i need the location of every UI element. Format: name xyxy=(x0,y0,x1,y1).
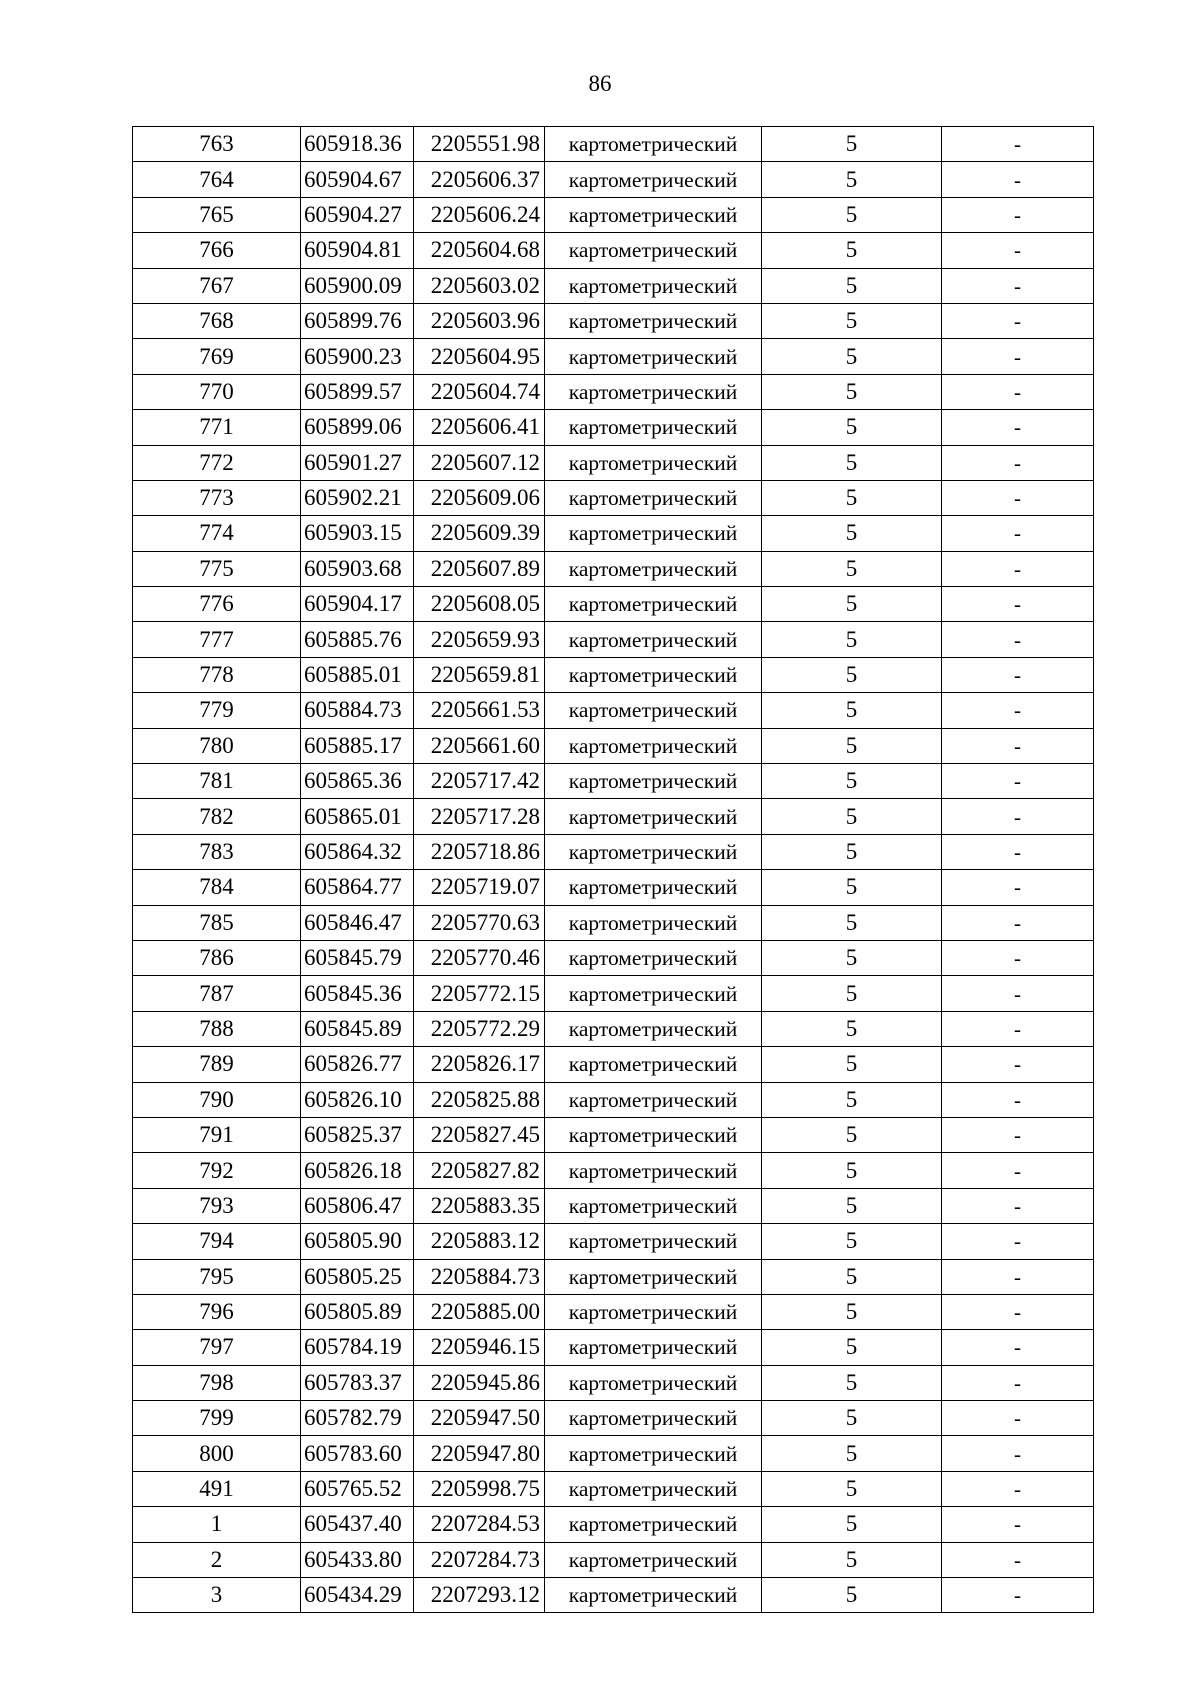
accuracy-cell: 5 xyxy=(762,480,942,515)
point-number-cell: 797 xyxy=(133,1330,301,1365)
y-coordinate-cell: 2205947.50 xyxy=(414,1401,545,1436)
accuracy-cell: 5 xyxy=(762,1011,942,1046)
point-number-cell: 769 xyxy=(133,339,301,374)
table-row xyxy=(133,1224,1094,1259)
accuracy-cell: 5 xyxy=(762,1082,942,1117)
point-number-cell: 793 xyxy=(133,1188,301,1223)
accuracy-cell: 5 xyxy=(762,1047,942,1082)
note-cell: - xyxy=(942,445,1094,480)
point-number-cell: 798 xyxy=(133,1365,301,1400)
table-row xyxy=(133,799,1094,834)
x-coordinate-cell: 605899.57 xyxy=(301,374,414,409)
table-row xyxy=(133,1259,1094,1294)
x-coordinate-cell: 605845.79 xyxy=(301,940,414,975)
method-cell: картометрический xyxy=(545,516,762,551)
note-cell: - xyxy=(942,1294,1094,1329)
y-coordinate-cell: 2205603.96 xyxy=(414,303,545,338)
note-cell: - xyxy=(942,1365,1094,1400)
accuracy-cell: 5 xyxy=(762,268,942,303)
x-coordinate-cell: 605902.21 xyxy=(301,480,414,515)
table-row xyxy=(133,233,1094,268)
method-cell: картометрический xyxy=(545,1578,762,1613)
table-row xyxy=(133,374,1094,409)
accuracy-cell: 5 xyxy=(762,303,942,338)
accuracy-cell: 5 xyxy=(762,233,942,268)
y-coordinate-cell: 2205604.68 xyxy=(414,233,545,268)
y-coordinate-cell: 2205659.93 xyxy=(414,622,545,657)
point-number-cell: 786 xyxy=(133,940,301,975)
accuracy-cell: 5 xyxy=(762,1471,942,1506)
accuracy-cell: 5 xyxy=(762,1153,942,1188)
point-number-cell: 491 xyxy=(133,1471,301,1506)
y-coordinate-cell: 2205719.07 xyxy=(414,870,545,905)
table-row xyxy=(133,728,1094,763)
point-number-cell: 767 xyxy=(133,268,301,303)
method-cell: картометрический xyxy=(545,1153,762,1188)
accuracy-cell: 5 xyxy=(762,410,942,445)
x-coordinate-cell: 605805.25 xyxy=(301,1259,414,1294)
accuracy-cell: 5 xyxy=(762,799,942,834)
note-cell: - xyxy=(942,1401,1094,1436)
method-cell: картометрический xyxy=(545,162,762,197)
table-row xyxy=(133,870,1094,905)
accuracy-cell: 5 xyxy=(762,374,942,409)
x-coordinate-cell: 605826.10 xyxy=(301,1082,414,1117)
y-coordinate-cell: 2205717.42 xyxy=(414,764,545,799)
x-coordinate-cell: 605901.27 xyxy=(301,445,414,480)
table-row xyxy=(133,162,1094,197)
y-coordinate-cell: 2205827.45 xyxy=(414,1117,545,1152)
x-coordinate-cell: 605864.77 xyxy=(301,870,414,905)
y-coordinate-cell: 2205661.53 xyxy=(414,693,545,728)
point-number-cell: 772 xyxy=(133,445,301,480)
note-cell: - xyxy=(942,657,1094,692)
x-coordinate-cell: 605903.68 xyxy=(301,551,414,586)
table-row xyxy=(133,1542,1094,1577)
x-coordinate-cell: 605885.01 xyxy=(301,657,414,692)
y-coordinate-cell: 2205946.15 xyxy=(414,1330,545,1365)
point-number-cell: 799 xyxy=(133,1401,301,1436)
point-number-cell: 788 xyxy=(133,1011,301,1046)
x-coordinate-cell: 605433.80 xyxy=(301,1542,414,1577)
y-coordinate-cell: 2205772.15 xyxy=(414,976,545,1011)
method-cell: картометрический xyxy=(545,127,762,162)
table-row xyxy=(133,1047,1094,1082)
method-cell: картометрический xyxy=(545,445,762,480)
accuracy-cell: 5 xyxy=(762,1259,942,1294)
point-number-cell: 776 xyxy=(133,587,301,622)
y-coordinate-cell: 2205770.63 xyxy=(414,905,545,940)
table-row xyxy=(133,1365,1094,1400)
point-number-cell: 794 xyxy=(133,1224,301,1259)
accuracy-cell: 5 xyxy=(762,1401,942,1436)
table-row xyxy=(133,1082,1094,1117)
table-row xyxy=(133,834,1094,869)
point-number-cell: 789 xyxy=(133,1047,301,1082)
table-row xyxy=(133,303,1094,338)
point-number-cell: 773 xyxy=(133,480,301,515)
method-cell: картометрический xyxy=(545,1507,762,1542)
y-coordinate-cell: 2205606.24 xyxy=(414,197,545,232)
accuracy-cell: 5 xyxy=(762,516,942,551)
table-row xyxy=(133,587,1094,622)
accuracy-cell: 5 xyxy=(762,940,942,975)
note-cell: - xyxy=(942,693,1094,728)
point-number-cell: 780 xyxy=(133,728,301,763)
method-cell: картометрический xyxy=(545,268,762,303)
y-coordinate-cell: 2205661.60 xyxy=(414,728,545,763)
note-cell: - xyxy=(942,728,1094,763)
x-coordinate-cell: 605845.89 xyxy=(301,1011,414,1046)
point-number-cell: 768 xyxy=(133,303,301,338)
note-cell: - xyxy=(942,940,1094,975)
y-coordinate-cell: 2205659.81 xyxy=(414,657,545,692)
x-coordinate-cell: 605826.18 xyxy=(301,1153,414,1188)
y-coordinate-cell: 2205609.06 xyxy=(414,480,545,515)
method-cell: картометрический xyxy=(545,303,762,338)
table-row xyxy=(133,127,1094,162)
point-number-cell: 770 xyxy=(133,374,301,409)
table-row xyxy=(133,1507,1094,1542)
x-coordinate-cell: 605434.29 xyxy=(301,1578,414,1613)
y-coordinate-cell: 2205604.74 xyxy=(414,374,545,409)
y-coordinate-cell: 2205770.46 xyxy=(414,940,545,975)
y-coordinate-cell: 2205718.86 xyxy=(414,834,545,869)
method-cell: картометрический xyxy=(545,693,762,728)
x-coordinate-cell: 605826.77 xyxy=(301,1047,414,1082)
accuracy-cell: 5 xyxy=(762,587,942,622)
table-row xyxy=(133,940,1094,975)
table-row xyxy=(133,445,1094,480)
x-coordinate-cell: 605783.37 xyxy=(301,1365,414,1400)
method-cell: картометрический xyxy=(545,940,762,975)
note-cell: - xyxy=(942,303,1094,338)
accuracy-cell: 5 xyxy=(762,339,942,374)
x-coordinate-cell: 605783.60 xyxy=(301,1436,414,1471)
method-cell: картометрический xyxy=(545,374,762,409)
note-cell: - xyxy=(942,1542,1094,1577)
note-cell: - xyxy=(942,551,1094,586)
accuracy-cell: 5 xyxy=(762,1330,942,1365)
accuracy-cell: 5 xyxy=(762,445,942,480)
table-row xyxy=(133,1401,1094,1436)
method-cell: картометрический xyxy=(545,1011,762,1046)
point-number-cell: 787 xyxy=(133,976,301,1011)
table-row xyxy=(133,1330,1094,1365)
point-number-cell: 785 xyxy=(133,905,301,940)
table-row xyxy=(133,657,1094,692)
note-cell: - xyxy=(942,1188,1094,1223)
x-coordinate-cell: 605825.37 xyxy=(301,1117,414,1152)
method-cell: картометрический xyxy=(545,976,762,1011)
note-cell: - xyxy=(942,1047,1094,1082)
table-row xyxy=(133,622,1094,657)
method-cell: картометрический xyxy=(545,551,762,586)
table-row xyxy=(133,516,1094,551)
note-cell: - xyxy=(942,1259,1094,1294)
x-coordinate-cell: 605899.76 xyxy=(301,303,414,338)
note-cell: - xyxy=(942,162,1094,197)
point-number-cell: 771 xyxy=(133,410,301,445)
method-cell: картометрический xyxy=(545,834,762,869)
y-coordinate-cell: 2205772.29 xyxy=(414,1011,545,1046)
y-coordinate-cell: 2205883.35 xyxy=(414,1188,545,1223)
note-cell: - xyxy=(942,622,1094,657)
accuracy-cell: 5 xyxy=(762,693,942,728)
point-number-cell: 796 xyxy=(133,1294,301,1329)
method-cell: картометрический xyxy=(545,870,762,905)
y-coordinate-cell: 2205607.89 xyxy=(414,551,545,586)
accuracy-cell: 5 xyxy=(762,127,942,162)
x-coordinate-cell: 605918.36 xyxy=(301,127,414,162)
y-coordinate-cell: 2205825.88 xyxy=(414,1082,545,1117)
note-cell: - xyxy=(942,233,1094,268)
y-coordinate-cell: 2207284.73 xyxy=(414,1542,545,1577)
y-coordinate-cell: 2205551.98 xyxy=(414,127,545,162)
x-coordinate-cell: 605904.81 xyxy=(301,233,414,268)
note-cell: - xyxy=(942,268,1094,303)
table-row xyxy=(133,976,1094,1011)
x-coordinate-cell: 605885.17 xyxy=(301,728,414,763)
note-cell: - xyxy=(942,764,1094,799)
y-coordinate-cell: 2205947.80 xyxy=(414,1436,545,1471)
point-number-cell: 782 xyxy=(133,799,301,834)
point-number-cell: 764 xyxy=(133,162,301,197)
accuracy-cell: 5 xyxy=(762,834,942,869)
method-cell: картометрический xyxy=(545,1188,762,1223)
accuracy-cell: 5 xyxy=(762,1436,942,1471)
table-row xyxy=(133,905,1094,940)
method-cell: картометрический xyxy=(545,728,762,763)
point-number-cell: 784 xyxy=(133,870,301,905)
table-row xyxy=(133,1117,1094,1152)
y-coordinate-cell: 2205606.41 xyxy=(414,410,545,445)
note-cell: - xyxy=(942,976,1094,1011)
note-cell: - xyxy=(942,870,1094,905)
note-cell: - xyxy=(942,799,1094,834)
y-coordinate-cell: 2205717.28 xyxy=(414,799,545,834)
accuracy-cell: 5 xyxy=(762,551,942,586)
note-cell: - xyxy=(942,1507,1094,1542)
point-number-cell: 3 xyxy=(133,1578,301,1613)
point-number-cell: 792 xyxy=(133,1153,301,1188)
method-cell: картометрический xyxy=(545,1047,762,1082)
note-cell: - xyxy=(942,905,1094,940)
point-number-cell: 765 xyxy=(133,197,301,232)
note-cell: - xyxy=(942,1471,1094,1506)
table-row xyxy=(133,1011,1094,1046)
point-number-cell: 766 xyxy=(133,233,301,268)
x-coordinate-cell: 605900.23 xyxy=(301,339,414,374)
x-coordinate-cell: 605845.36 xyxy=(301,976,414,1011)
method-cell: картометрический xyxy=(545,233,762,268)
method-cell: картометрический xyxy=(545,197,762,232)
table-body xyxy=(133,127,1094,1613)
method-cell: картометрический xyxy=(545,622,762,657)
note-cell: - xyxy=(942,127,1094,162)
note-cell: - xyxy=(942,410,1094,445)
point-number-cell: 783 xyxy=(133,834,301,869)
x-coordinate-cell: 605865.36 xyxy=(301,764,414,799)
accuracy-cell: 5 xyxy=(762,870,942,905)
point-number-cell: 800 xyxy=(133,1436,301,1471)
x-coordinate-cell: 605900.09 xyxy=(301,268,414,303)
table-row xyxy=(133,1436,1094,1471)
method-cell: картометрический xyxy=(545,1117,762,1152)
point-number-cell: 763 xyxy=(133,127,301,162)
method-cell: картометрический xyxy=(545,480,762,515)
x-coordinate-cell: 605903.15 xyxy=(301,516,414,551)
x-coordinate-cell: 605864.32 xyxy=(301,834,414,869)
x-coordinate-cell: 605904.27 xyxy=(301,197,414,232)
y-coordinate-cell: 2207293.12 xyxy=(414,1578,545,1613)
method-cell: картометрический xyxy=(545,1224,762,1259)
x-coordinate-cell: 605782.79 xyxy=(301,1401,414,1436)
note-cell: - xyxy=(942,1330,1094,1365)
note-cell: - xyxy=(942,339,1094,374)
note-cell: - xyxy=(942,516,1094,551)
y-coordinate-cell: 2205603.02 xyxy=(414,268,545,303)
table-row xyxy=(133,480,1094,515)
point-number-cell: 781 xyxy=(133,764,301,799)
y-coordinate-cell: 2207284.53 xyxy=(414,1507,545,1542)
point-number-cell: 774 xyxy=(133,516,301,551)
y-coordinate-cell: 2205883.12 xyxy=(414,1224,545,1259)
method-cell: картометрический xyxy=(545,799,762,834)
note-cell: - xyxy=(942,1436,1094,1471)
x-coordinate-cell: 605865.01 xyxy=(301,799,414,834)
accuracy-cell: 5 xyxy=(762,1224,942,1259)
method-cell: картометрический xyxy=(545,1471,762,1506)
y-coordinate-cell: 2205604.95 xyxy=(414,339,545,374)
note-cell: - xyxy=(942,1117,1094,1152)
note-cell: - xyxy=(942,834,1094,869)
table-row xyxy=(133,551,1094,586)
y-coordinate-cell: 2205998.75 xyxy=(414,1471,545,1506)
y-coordinate-cell: 2205827.82 xyxy=(414,1153,545,1188)
table-row xyxy=(133,1294,1094,1329)
table-row xyxy=(133,197,1094,232)
x-coordinate-cell: 605437.40 xyxy=(301,1507,414,1542)
accuracy-cell: 5 xyxy=(762,976,942,1011)
note-cell: - xyxy=(942,480,1094,515)
y-coordinate-cell: 2205608.05 xyxy=(414,587,545,622)
table-row xyxy=(133,268,1094,303)
method-cell: картометрический xyxy=(545,1436,762,1471)
note-cell: - xyxy=(942,587,1094,622)
x-coordinate-cell: 605805.90 xyxy=(301,1224,414,1259)
table-row xyxy=(133,1471,1094,1506)
method-cell: картометрический xyxy=(545,1330,762,1365)
note-cell: - xyxy=(942,374,1094,409)
page-number: 86 xyxy=(588,71,612,96)
x-coordinate-cell: 605784.19 xyxy=(301,1330,414,1365)
table-row xyxy=(133,1578,1094,1613)
table-row xyxy=(133,693,1094,728)
x-coordinate-cell: 605846.47 xyxy=(301,905,414,940)
point-number-cell: 779 xyxy=(133,693,301,728)
accuracy-cell: 5 xyxy=(762,1188,942,1223)
accuracy-cell: 5 xyxy=(762,1117,942,1152)
accuracy-cell: 5 xyxy=(762,1542,942,1577)
method-cell: картометрический xyxy=(545,764,762,799)
note-cell: - xyxy=(942,197,1094,232)
table-row xyxy=(133,410,1094,445)
y-coordinate-cell: 2205884.73 xyxy=(414,1259,545,1294)
method-cell: картометрический xyxy=(545,587,762,622)
y-coordinate-cell: 2205826.17 xyxy=(414,1047,545,1082)
y-coordinate-cell: 2205607.12 xyxy=(414,445,545,480)
point-number-cell: 791 xyxy=(133,1117,301,1152)
table-row xyxy=(133,1153,1094,1188)
note-cell: - xyxy=(942,1011,1094,1046)
method-cell: картометрический xyxy=(545,410,762,445)
method-cell: картометрический xyxy=(545,657,762,692)
x-coordinate-cell: 605904.67 xyxy=(301,162,414,197)
y-coordinate-cell: 2205885.00 xyxy=(414,1294,545,1329)
method-cell: картометрический xyxy=(545,1542,762,1577)
accuracy-cell: 5 xyxy=(762,1365,942,1400)
x-coordinate-cell: 605904.17 xyxy=(301,587,414,622)
point-number-cell: 2 xyxy=(133,1542,301,1577)
point-number-cell: 778 xyxy=(133,657,301,692)
coordinates-table xyxy=(132,126,1094,1613)
table-row xyxy=(133,339,1094,374)
method-cell: картометрический xyxy=(545,905,762,940)
x-coordinate-cell: 605806.47 xyxy=(301,1188,414,1223)
table-row xyxy=(133,764,1094,799)
x-coordinate-cell: 605885.76 xyxy=(301,622,414,657)
accuracy-cell: 5 xyxy=(762,764,942,799)
accuracy-cell: 5 xyxy=(762,622,942,657)
y-coordinate-cell: 2205609.39 xyxy=(414,516,545,551)
x-coordinate-cell: 605884.73 xyxy=(301,693,414,728)
accuracy-cell: 5 xyxy=(762,1578,942,1613)
method-cell: картометрический xyxy=(545,1294,762,1329)
note-cell: - xyxy=(942,1153,1094,1188)
x-coordinate-cell: 605899.06 xyxy=(301,410,414,445)
accuracy-cell: 5 xyxy=(762,197,942,232)
table-row xyxy=(133,1188,1094,1223)
method-cell: картометрический xyxy=(545,1259,762,1294)
x-coordinate-cell: 605765.52 xyxy=(301,1471,414,1506)
accuracy-cell: 5 xyxy=(762,905,942,940)
x-coordinate-cell: 605805.89 xyxy=(301,1294,414,1329)
accuracy-cell: 5 xyxy=(762,1507,942,1542)
point-number-cell: 775 xyxy=(133,551,301,586)
method-cell: картометрический xyxy=(545,1401,762,1436)
accuracy-cell: 5 xyxy=(762,1294,942,1329)
accuracy-cell: 5 xyxy=(762,162,942,197)
point-number-cell: 1 xyxy=(133,1507,301,1542)
note-cell: - xyxy=(942,1082,1094,1117)
point-number-cell: 795 xyxy=(133,1259,301,1294)
point-number-cell: 790 xyxy=(133,1082,301,1117)
method-cell: картометрический xyxy=(545,1082,762,1117)
note-cell: - xyxy=(942,1224,1094,1259)
point-number-cell: 777 xyxy=(133,622,301,657)
accuracy-cell: 5 xyxy=(762,657,942,692)
note-cell: - xyxy=(942,1578,1094,1613)
accuracy-cell: 5 xyxy=(762,728,942,763)
method-cell: картометрический xyxy=(545,1365,762,1400)
y-coordinate-cell: 2205606.37 xyxy=(414,162,545,197)
method-cell: картометрический xyxy=(545,339,762,374)
y-coordinate-cell: 2205945.86 xyxy=(414,1365,545,1400)
